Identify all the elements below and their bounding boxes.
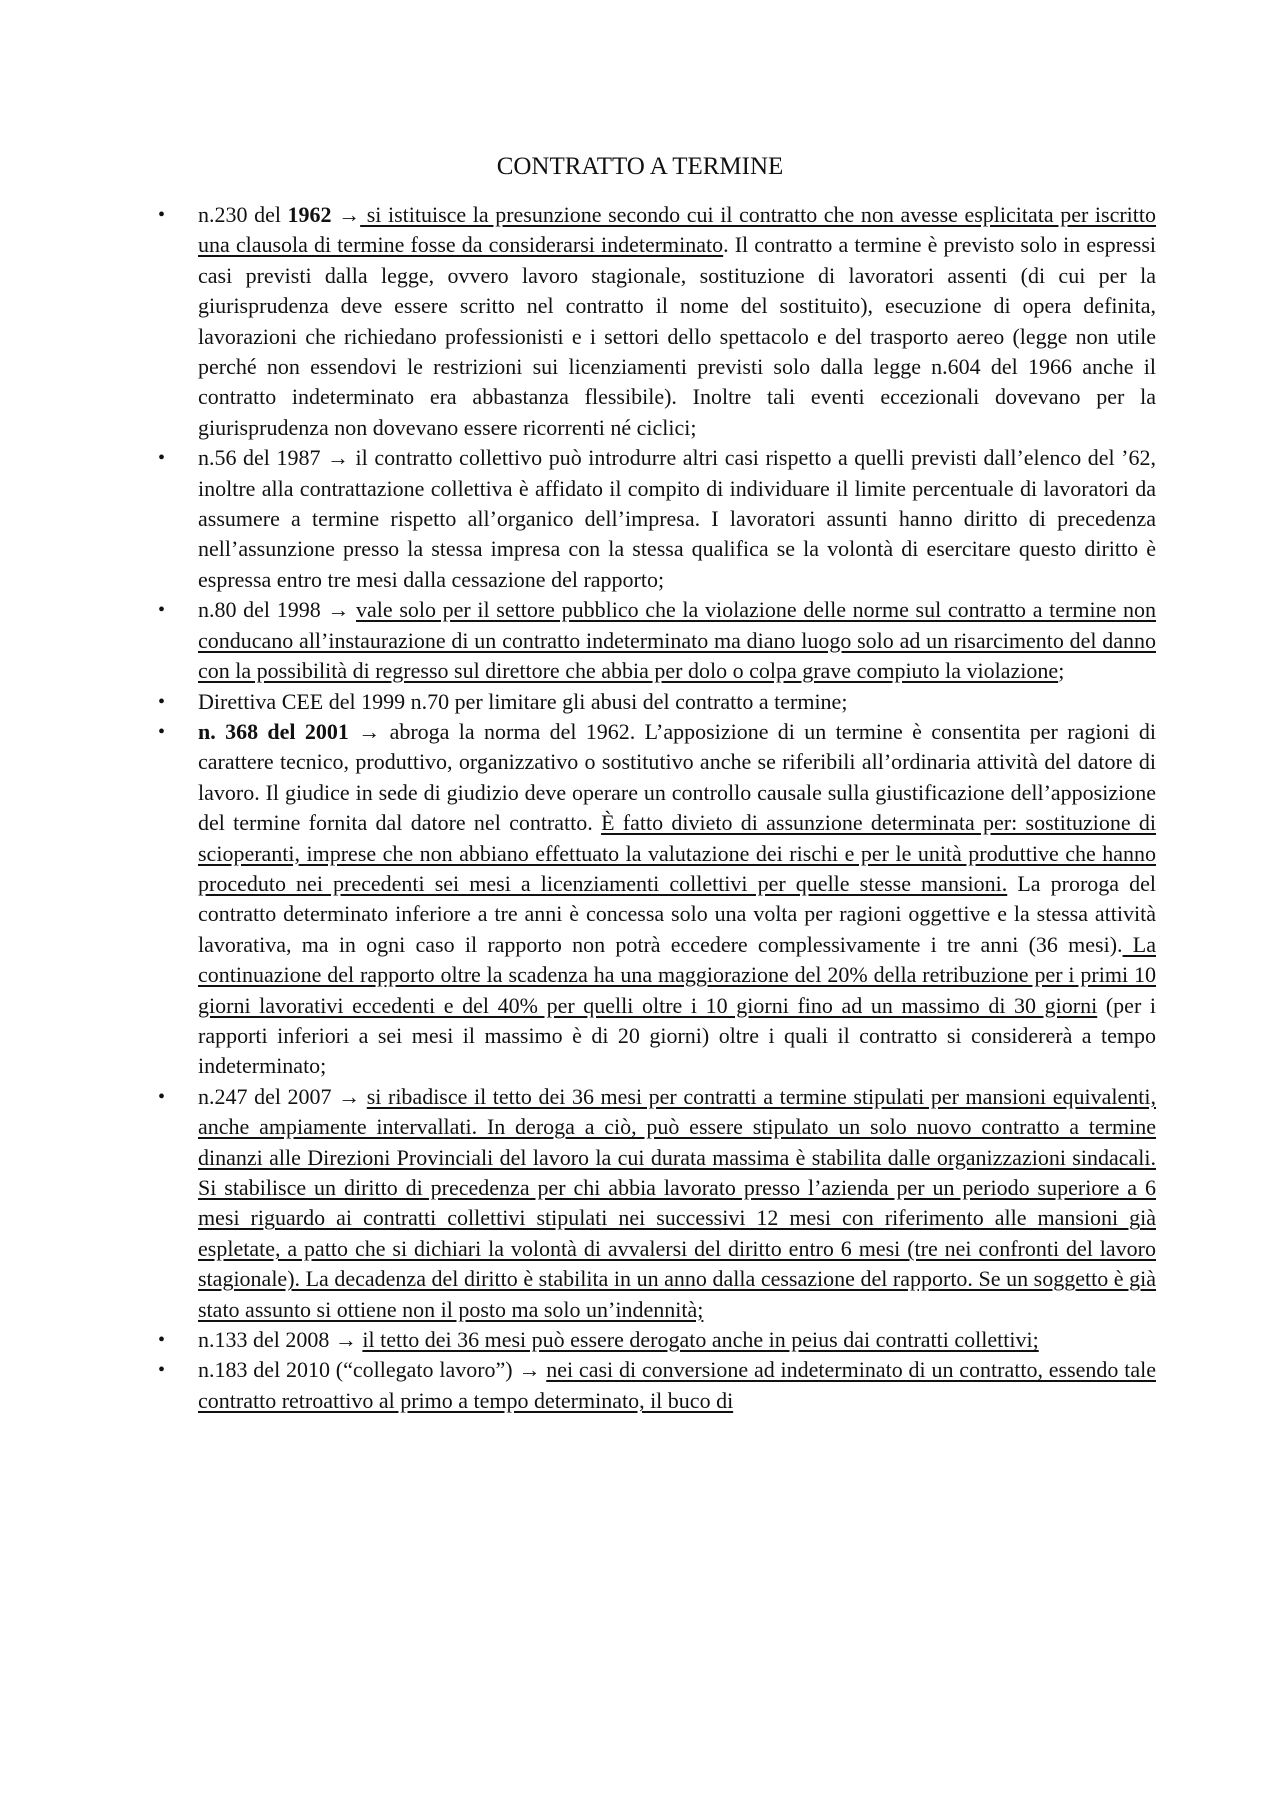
law-reference: n.230 del bbox=[198, 202, 288, 227]
list-item-2007 bbox=[158, 1082, 1156, 1325]
list-item-2010 bbox=[158, 1355, 1156, 1416]
list-item-1987 bbox=[158, 443, 1156, 595]
list-item-1999 bbox=[158, 687, 1156, 717]
underlined-text: È fatto divieto di assunzione determinata per: sostituzione di scioperanti, imprese che non abbiano effettuato la valutazione dei rischi e per le unità produttive che hanno proceduto nei precedenti sei mesi a licenziamenti collettivi per quelle stesse mansioni. bbox=[198, 810, 1157, 896]
underlined-text: nei casi di conversione ad indeterminato di un contratto, essendo tale contratto retroattivo al primo a tempo determinato, il buco di bbox=[198, 1357, 1156, 1413]
item-text: . Il contratto a termine è previsto solo in espressi casi previsti dalla legge, ovvero lavoro stagionale, sostituzione di lavoratori assenti (di cui per la giurisprudenza deve essere scritto nel contratto il nome del sostituito), esecuzione di opera definita, lavorazioni che richiedano professionisti e i settori dello spettacolo e del trasporto aereo (legge non utile perché non essendovi le restrizioni sui licenziamenti previsti solo dalla legge n.604 del 1966 anche il contratto indeterminato era abbastanza flessibile). Inoltre tali eventi eccezionali dovevano per la giurisprudenza non dovevano essere ricorrenti né ciclici; bbox=[198, 232, 1156, 440]
law-reference: n.183 del 2010 (“collegato lavoro”) bbox=[198, 1357, 519, 1383]
underlined-text: si ribadisce il tetto dei 36 mesi per contratti a termine stipulati per mansioni equivalenti, anche ampiamente intervallati. In deroga a ciò, può essere stipulato un solo nuovo contratto a termine dinanzi alle Direzioni Provinciali del lavoro la cui durata massima è stabilita dalle organizzazioni sindacali. Si stabilisce un diritto di precedenza per chi abbia lavorato presso l’azienda per un periodo superiore a 6 mesi riguardo ai contratti collettivi stipulati nei successivi 12 mesi con riferimento alle mansioni già espletate, a patto che si dichiari la volontà di avvalersi del diritto entro 6 mesi (tre nei confronti del lavoro stagionale). La decadenza del diritto è stabilita in un anno dalla cessazione del rapporto. Se un soggetto è già stato assunto si ottiene non il posto ma solo un’indennità; bbox=[198, 1083, 1156, 1322]
arrow-icon: → bbox=[338, 202, 361, 227]
law-reference: n.133 del 2008 bbox=[198, 1327, 335, 1353]
item-text: il contratto collettivo può introdurre altri casi rispetto a quelli previsti dall’elenco del ’62, inoltre alla contrattazione collettiva è affidato il compito di individuare il limite percentuale di lavoratori da assumere a termine rispetto all’organico dell’impresa. I lavoratori assunti hanno diritto di precedenza nell’assunzione presso la stessa impresa con la stessa qualifica se la volontà di esercitare questo diritto è espressa entro tre mesi dalla cessazione del rapporto; bbox=[198, 445, 1156, 592]
law-reference: n.56 del 1987 bbox=[198, 445, 328, 471]
arrow-icon: → bbox=[358, 718, 381, 744]
underlined-text: si istituisce la presunzione secondo cui il contratto che non avesse esplicitata per iscritto una clausola di termine fosse da considerarsi indeterminato bbox=[198, 202, 1157, 258]
item-text: ; bbox=[1058, 658, 1065, 684]
law-year: 1962 bbox=[287, 202, 332, 227]
arrow-icon: → bbox=[327, 597, 350, 623]
arrow-icon: → bbox=[334, 1327, 357, 1353]
law-reference: n.80 del 1998 bbox=[198, 597, 328, 623]
arrow-icon: → bbox=[327, 445, 350, 471]
list-item-2001 bbox=[158, 717, 1156, 1082]
underlined-text: il tetto dei 36 mesi può essere derogato anche in peius dai contratti collettivi; bbox=[362, 1327, 1039, 1353]
law-list bbox=[158, 200, 1156, 1416]
law-reference: n. 368 del 2001 bbox=[198, 718, 349, 744]
item-text: abroga la norma del 1962. L’apposizione di un termine è consentita per ragioni di carattere tecnico, produttivo, organizzativo o sostitutivo anche se riferibili all’ordinaria attività del datore di lavoro. Il giudice in sede di giudizio deve operare un controllo causale sulla giustificazione dell’apposizione del termine fornita dal datore nel contratto. bbox=[198, 718, 1157, 836]
list-item-2008 bbox=[158, 1325, 1156, 1355]
list-item-1998 bbox=[158, 595, 1156, 686]
item-text: La proroga del contratto determinato inferiore a tre anni è concessa solo una volta per ragioni oggettive e la stessa attività lavorativa, ma in ogni caso il rapporto non potrà eccedere complessivamente i tre anni (36 mesi). bbox=[198, 870, 1156, 957]
law-reference: n.247 del 2007 bbox=[198, 1083, 339, 1109]
arrow-icon: → bbox=[518, 1357, 541, 1383]
page-title: CONTRATTO A TERMINE bbox=[496, 153, 784, 180]
underlined-text: La continuazione del rapporto oltre la scadenza ha una maggiorazione del 20% della retribuzione per i primi 10 giorni lavorativi eccedenti e del 40% per quelli oltre i 10 giorni fino ad un massimo di 30 giorni bbox=[198, 931, 1156, 1018]
underlined-text: vale solo per il settore pubblico che la violazione delle norme sul contratto a termine non conducano all’instaurazione di un contratto indeterminato ma diano luogo solo ad un risarcimento del danno con la possibilità di regresso sul direttore che abbia per dolo o colpa grave compiuto la violazione bbox=[198, 597, 1156, 684]
arrow-icon: → bbox=[338, 1083, 361, 1109]
item-text: Direttiva CEE del 1999 n.70 per limitare gli abusi del contratto a termine; bbox=[198, 688, 848, 714]
item-text: (per i rapporti inferiori a sei mesi il massimo è di 20 giorni) oltre i quali il contratto si considererà a tempo indeterminato; bbox=[198, 992, 1156, 1079]
list-item-1962 bbox=[158, 200, 1156, 443]
